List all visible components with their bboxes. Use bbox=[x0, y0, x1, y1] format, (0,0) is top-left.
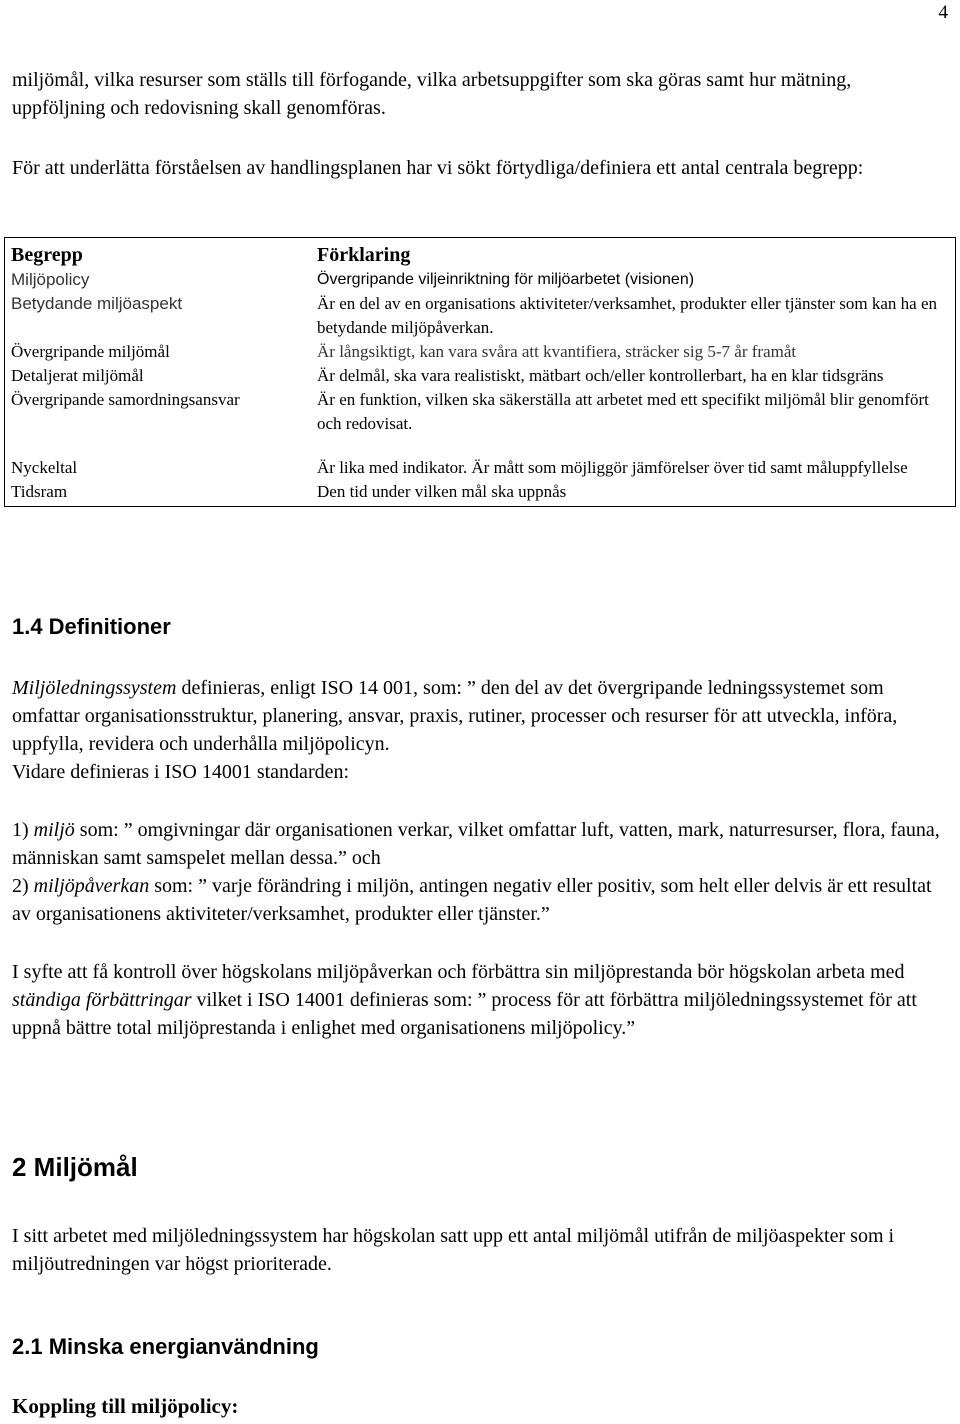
table-row bbox=[5, 388, 956, 436]
term-cell: Tidsram bbox=[11, 482, 68, 501]
definition-cell: Är lika med indikator. Är mått som möjliggör jämförelser över tid samt måluppfyllelse bbox=[317, 458, 908, 477]
definition-cell: Övergripande viljeinriktning för miljöarbetet (visionen) bbox=[317, 271, 695, 288]
table-row bbox=[5, 292, 956, 340]
definition-list bbox=[12, 816, 946, 928]
column-header-term: Begrepp bbox=[11, 244, 83, 266]
table-row bbox=[5, 340, 956, 364]
term-standiga-forbattringar: ständiga förbättringar bbox=[12, 989, 192, 1011]
subheading-koppling: Koppling till miljöpolicy: bbox=[12, 1394, 239, 1418]
list-item-2-prefix: 2) bbox=[12, 875, 34, 897]
term-cell: Miljöpolicy bbox=[11, 270, 90, 289]
definition-cell: Den tid under vilken mål ska uppnås bbox=[317, 482, 567, 501]
term-cell: Övergripande samordningsansvar bbox=[11, 390, 240, 409]
section-heading-minska-energianvandning: 2.1 Minska energianvändning bbox=[12, 1334, 319, 1359]
page-number: 4 bbox=[938, 2, 948, 23]
definition-cell: Är delmål, ska vara realistiskt, mätbart och/eller kontrollerbart, ha en klar tidsgräns bbox=[317, 366, 884, 385]
term-miljo: miljö bbox=[33, 819, 75, 841]
paragraph-text-a: I syfte att få kontroll över högskolans miljöpåverkan och förbättra sin miljöprestanda bör högskolan arbeta med bbox=[12, 961, 905, 983]
definition-text: definieras, enligt ISO 14 001, som: ” den del av det övergripande ledningssystemet som omfattar organisationsstruktur, planering, ansvar, praxis, rutiner, processer och resurser för att utveckla, införa, uppfylla, revidera och underhålla miljöpolicyn. bbox=[12, 677, 898, 755]
section-number: 1.4 bbox=[12, 614, 43, 639]
term-miljopaverkan: miljöpåverkan bbox=[33, 875, 150, 897]
definition-cell: Är en del av en organisations aktiviteter/verksamhet, produkter eller tjänster som kan ha en betydande miljöpåverkan. bbox=[317, 294, 937, 337]
list-item-1-prefix: 1) bbox=[12, 819, 34, 841]
definition-paragraph bbox=[12, 674, 946, 786]
column-header-definition: Förklaring bbox=[317, 244, 411, 266]
section-heading-miljomal: 2 Miljömål bbox=[12, 1152, 138, 1182]
paragraph-text-b: vilket i ISO 14001 definieras som: ” process för att förbättra miljöledningssystemet för att uppnå bättre total miljöprestanda i enlighet med organisationens miljöpolicy.” bbox=[12, 989, 917, 1039]
section-2-paragraph: I sitt arbetet med miljöledningssystem har högskolan satt upp ett antal miljömål utifrån de miljöaspekter som i miljöutredningen var högst prioriterade. bbox=[12, 1225, 895, 1275]
table-row bbox=[5, 268, 956, 292]
list-item-1-text: som: ” omgivningar där organisationen verkar, vilket omfattar luft, vatten, mark, naturresurser, flora, fauna, människan samt samspelet mellan dessa.” och bbox=[12, 819, 940, 869]
term-cell: Betydande miljöaspekt bbox=[11, 294, 183, 313]
table-row bbox=[5, 480, 956, 507]
term-cell: Nyckeltal bbox=[11, 458, 78, 477]
definition-line-2: Vidare definieras i ISO 14001 standarden: bbox=[12, 761, 350, 783]
term-cell: Övergripande miljömål bbox=[11, 342, 170, 361]
definition-cell: Är långsiktigt, kan vara svåra att kvantifiera, sträcker sig 5-7 år framåt bbox=[317, 342, 797, 361]
improvement-paragraph bbox=[12, 958, 946, 1042]
term-miljoledningssystem: Miljöledningssystem bbox=[12, 677, 177, 699]
terms-table bbox=[4, 237, 956, 507]
table-row bbox=[5, 364, 956, 388]
section-heading-definitioner bbox=[12, 614, 171, 640]
definition-cell: Är en funktion, vilken ska säkerställa att arbetet med ett specifikt miljömål blir genomfört och redovisat. bbox=[317, 390, 929, 433]
table-header-row bbox=[5, 238, 956, 269]
table-row bbox=[5, 436, 956, 480]
intro-paragraph-2: För att underlätta förståelsen av handlingsplanen har vi sökt förtydliga/definiera ett antal centrala begrepp: bbox=[12, 157, 864, 179]
intro-paragraph-1: miljömål, vilka resurser som ställs till förfogande, vilka arbetsuppgifter som ska göras samt hur mätning, uppföljning och redovisning skall genomföras. bbox=[12, 69, 852, 119]
section-title: Definitioner bbox=[48, 614, 171, 639]
list-item-2-text: som: ” varje förändring i miljön, antingen negativ eller positiv, som helt eller delvis är ett resultat av organisationens aktiviteter/verksamhet, produkter eller tjänster.” bbox=[12, 875, 932, 925]
term-cell: Detaljerat miljömål bbox=[11, 366, 144, 385]
